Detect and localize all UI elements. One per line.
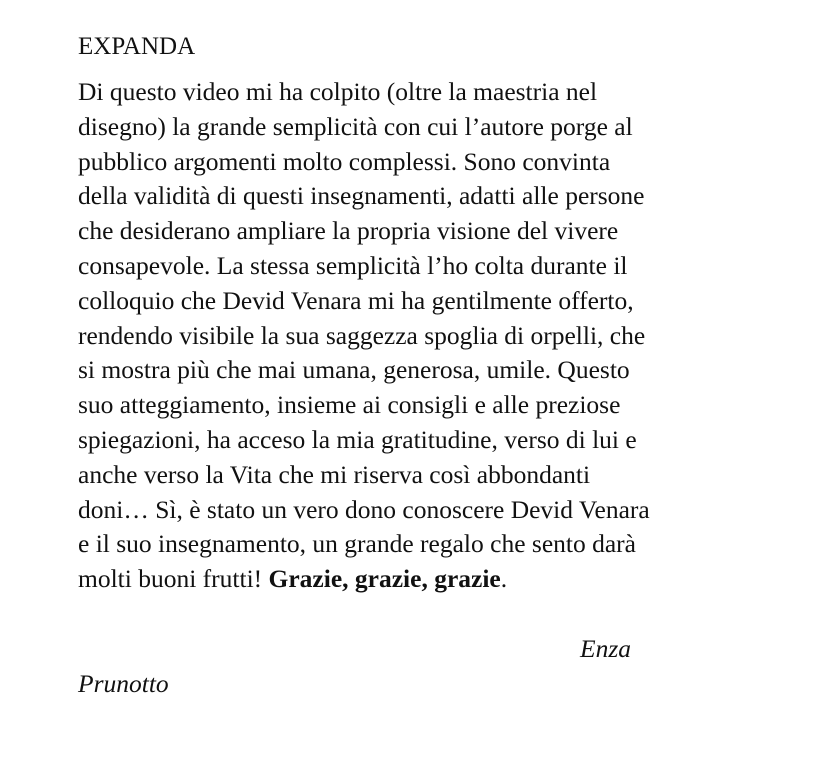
text-line: della validità di questi insegnamenti, adatti alle persone bbox=[78, 181, 645, 211]
text-line: doni… Sì, è stato un vero dono conoscere Devid Venara bbox=[78, 494, 650, 524]
thanks-bold: Grazie, grazie, grazie bbox=[268, 564, 501, 594]
text-line-last bbox=[78, 562, 758, 597]
text-line: colloquio che Devid Venara mi ha gentilmente offerto, bbox=[78, 285, 634, 315]
text-line: disegno) la grande semplicità con cui l’autore porge al bbox=[78, 111, 633, 141]
signature-first-name: Enza bbox=[580, 634, 631, 663]
text-line: spiegazioni, ha acceso la mia gratitudine, verso di lui e bbox=[78, 424, 637, 454]
text-line: si mostra più che mai umana, generosa, umile. Questo bbox=[78, 355, 630, 385]
text-line: che desiderano ampliare la propria visione del vivere bbox=[78, 216, 619, 246]
expand-link[interactable]: EXPANDA bbox=[78, 33, 196, 60]
last-line-prefix: molti buoni frutti! bbox=[78, 564, 269, 594]
text-line: pubblico argomenti molto complessi. Sono convinta bbox=[78, 146, 611, 176]
last-line-suffix: . bbox=[500, 564, 508, 594]
signature-last-name: Prunotto bbox=[78, 669, 169, 698]
text-line: rendendo visibile la sua saggezza spoglia di orpelli, che bbox=[78, 320, 646, 350]
testimonial-block bbox=[78, 30, 758, 597]
text-line: Di questo video mi ha colpito (oltre la maestria nel bbox=[78, 77, 598, 106]
testimonial-text bbox=[78, 75, 758, 597]
text-line: e il suo insegnamento, un grande regalo che sento darà bbox=[78, 529, 636, 559]
text-line: suo atteggiamento, insieme ai consigli e alle preziose bbox=[78, 390, 621, 420]
text-line: anche verso la Vita che mi riserva così abbondanti bbox=[78, 459, 591, 489]
text-line: consapevole. La stessa semplicità l’ho colta durante il bbox=[78, 250, 628, 280]
